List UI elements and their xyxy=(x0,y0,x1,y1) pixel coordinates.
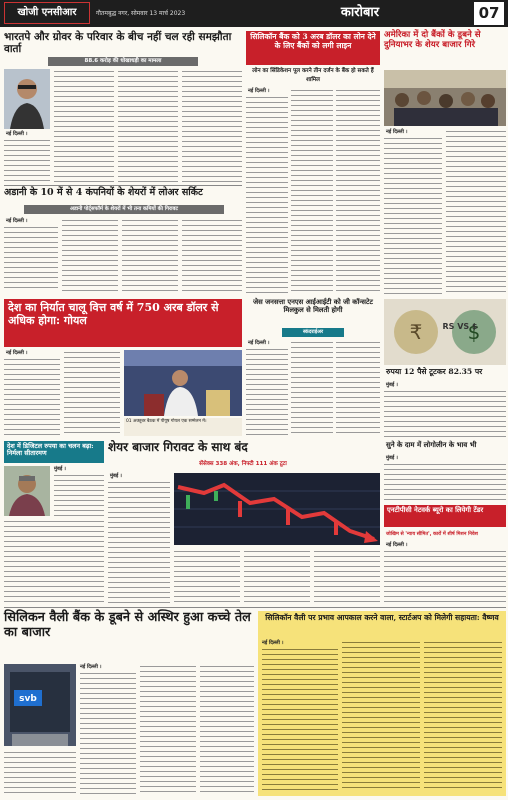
adani-body-col1 xyxy=(4,225,58,292)
crowd-photo xyxy=(384,70,506,126)
svg-text:$: $ xyxy=(467,320,481,344)
exports-photo-caption: 01 अक्तूबर बैठक में पीयूष गोयल एक सम्मेलन में। xyxy=(124,418,242,436)
svb-body-col2 xyxy=(140,664,196,796)
market-body-col1 xyxy=(108,480,170,603)
silvergate-headline: सिलिकॉन बैंक को 3 अरब डॉलर का लोन देने के लिए बैंकों को लगी लाइन xyxy=(246,31,380,65)
rupee-headline: रुपया 12 पैसे टूटकर 82.35 पर xyxy=(386,367,483,376)
us-banks-dateline: नई दिल्ली । xyxy=(386,129,408,135)
ipo-headline: जेस जनसत्ता एनएस आईआईटी को जी कॉन्सटेट मिलकुल से मिलती होगी xyxy=(253,298,373,314)
digital-body-col1 xyxy=(54,473,104,516)
us-banks-body-col2 xyxy=(446,129,506,296)
silvergate-dateline: नई दिल्ली । xyxy=(248,88,270,94)
rupee-dateline: मुंबई । xyxy=(386,382,398,388)
digital-dateline: मुंबई । xyxy=(54,466,66,472)
bharatpe-body-col1 xyxy=(4,138,50,182)
adani-body-col4 xyxy=(182,218,242,292)
newspaper-logo: खोजी एनसीआर xyxy=(4,2,90,24)
svb-body-col3 xyxy=(200,664,254,796)
issue-dateline: गौतमबुद्ध नगर, सोमवार 13 मार्च 2023 xyxy=(96,10,186,17)
currency-photo-label: RS VS $ xyxy=(442,322,478,331)
bharatpe-body-col2 xyxy=(54,69,114,182)
market-dateline: मुंबई । xyxy=(110,473,122,479)
bharatpe-body-col4 xyxy=(182,69,242,182)
section-title: कारोबार xyxy=(340,5,380,20)
ipo-body-col3 xyxy=(336,340,380,437)
us-banks-headline: अमेरिका में दो बैंकों के डूबने से दुनियाभर के शेयर बाजार गिरे xyxy=(384,30,481,50)
adani-dateline: नई दिल्ली । xyxy=(6,218,28,224)
ntpc-subhead: जोखिम से 'न्याय सीमित', कारों में शीर्ष मिशन निवेश xyxy=(386,532,478,537)
ntpc-dateline: नई दिल्ली । xyxy=(386,542,408,548)
market-subhead: सेंसेक्स 338 अंक, निफ्टी 111 अंक टूटा xyxy=(199,461,287,467)
market-headline: शेयर बाजार गिरावट के साथ बंद xyxy=(108,440,248,454)
gold-body xyxy=(384,462,506,502)
divider-rule xyxy=(4,185,242,186)
startups-dateline: नई दिल्ली । xyxy=(262,640,284,646)
startups-body-col3 xyxy=(424,640,502,792)
market-body-col3 xyxy=(244,549,310,603)
svb-headline: सिलिकन वैली बैंक के डूबने से अस्थिर हुआ कच्चे तेल का बाजार xyxy=(4,610,251,640)
svb-dateline: नई दिल्ली । xyxy=(80,664,102,670)
digital-headline: देश में डिजिटल रुपया का चलन बढ़ा: निर्मला सीतारमण xyxy=(4,441,104,463)
rupee-body xyxy=(384,389,506,437)
silvergate-body-col3 xyxy=(336,88,380,295)
svb-body-col1 xyxy=(80,671,136,796)
market-body-col2 xyxy=(174,549,240,603)
bharatpe-subhead: 88.6 करोड़ की धोखाधड़ी का मामला xyxy=(48,57,198,66)
market-body-col4 xyxy=(314,549,380,603)
ipo-dateline: नई दिल्ली । xyxy=(248,340,270,346)
exports-body-col1 xyxy=(4,357,60,437)
goyal-photo xyxy=(124,350,242,416)
silvergate-body-col2 xyxy=(291,88,333,295)
digital-body-col2 xyxy=(4,519,104,603)
adani-body-col2 xyxy=(62,218,118,292)
svb-body-col4 xyxy=(4,750,76,796)
gold-dateline: मुंबई । xyxy=(386,455,398,461)
divider-rule xyxy=(4,607,506,608)
bharatpe-dateline: नई दिल्ली । xyxy=(6,131,28,137)
silvergate-body-col1 xyxy=(246,95,288,295)
gold-headline: सुने के दाम में लोगोलीन के भाव भी xyxy=(386,440,477,449)
ipo-subhead: स्कंदराईअर xyxy=(282,328,344,337)
silvergate-subhead: लोन का सिंडिकेशन पूल करने तीन दर्जन के बैंक हो सकते हैं शामिल xyxy=(252,68,374,83)
bharatpe-body-col3 xyxy=(118,69,178,182)
ipo-body-col1 xyxy=(246,347,288,437)
exports-body-col2 xyxy=(64,350,120,437)
startups-body-col2 xyxy=(342,640,420,792)
ipo-body-col2 xyxy=(291,340,333,437)
sitharaman-photo xyxy=(4,466,50,516)
svg-text:₹: ₹ xyxy=(409,320,423,344)
exports-headline: देश का निर्यात चालू वित्त वर्ष में 750 अरब डॉलर से अधिक होगा: गोयल xyxy=(4,299,242,347)
svb-logo-text: svb xyxy=(19,694,37,704)
page-number: 07 xyxy=(474,2,504,25)
adani-subhead: अडानी पोर्ट्सफॉर्म के शेयरों में भी तना कमियों की गिरावट xyxy=(24,205,224,214)
startups-headline: सिलिकॉन वैली पर प्रभाव आपकाल करने वाला, स्टार्टअप को मिलेगी सहायता: वैष्णव xyxy=(265,613,499,622)
us-banks-body-col1 xyxy=(384,136,442,296)
adani-headline: अडानी के 10 में से 4 कंपनियों के शेयरों में लोअर सर्किट xyxy=(4,187,203,198)
stock-chart-photo xyxy=(174,473,380,545)
bharatpe-headline: भारतपे और ग्रोवर के परिवार के बीच नहीं चल रही समझौता वार्ता xyxy=(4,31,232,56)
ntpc-headline: एनटीपीसी नेटवर्क ब्यूरो का लियेगी टेंडर xyxy=(384,505,506,527)
ntpc-body xyxy=(384,549,506,603)
portrait-photo xyxy=(4,69,50,129)
exports-dateline: नई दिल्ली । xyxy=(6,350,28,356)
startups-body-col1 xyxy=(262,647,338,792)
adani-body-col3 xyxy=(122,218,178,292)
